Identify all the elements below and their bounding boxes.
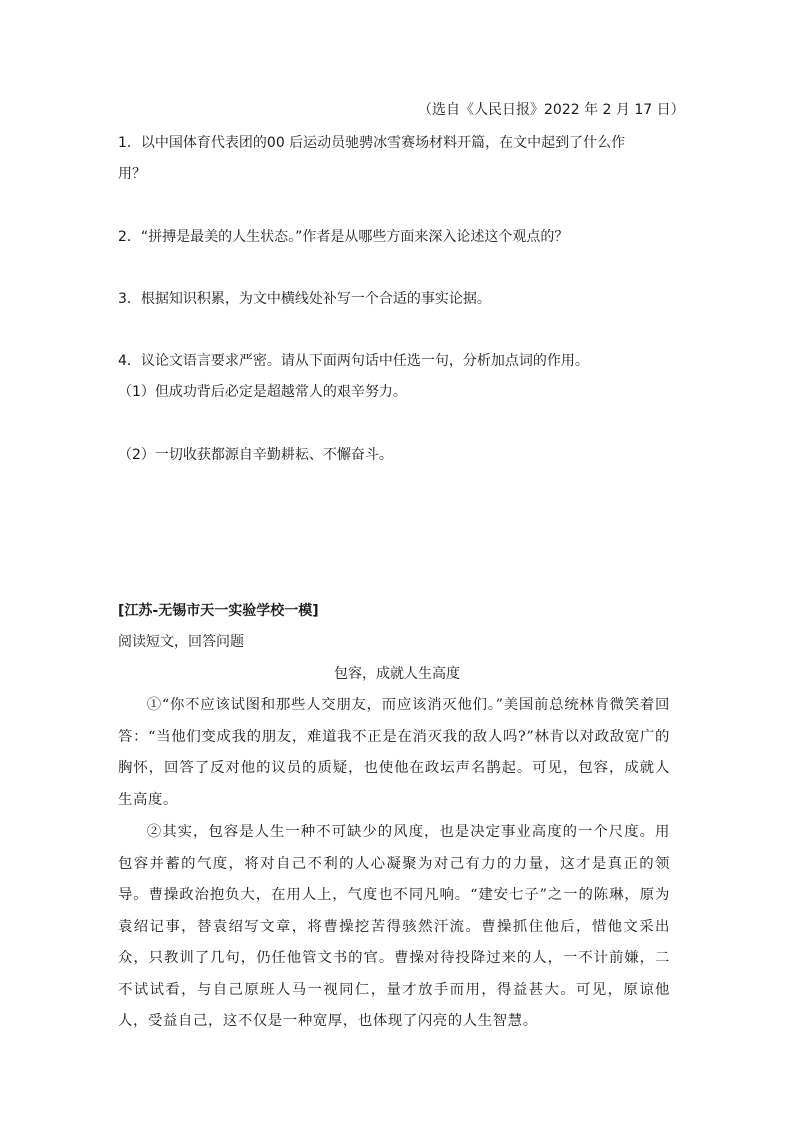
reading-instruction: 阅读短文，回答问题 [118, 634, 244, 650]
question-4: 4．议论文语言要求严密。请从下面两句话中任选一句，分析加点词的作用。 [118, 353, 589, 369]
article-title: 包容，成就人生高度 [334, 666, 460, 682]
question-4-sentence-2: （2）一切收获都源自辛勤耕耘、不懈奋斗。 [118, 447, 393, 463]
article-paragraph-2: ②其实，包容是人生一种不可缺少的风度，也是决定事业高度的一个尺度。用包容并蓄的气度，将对自己不利的人心凝聚为对己有力的力量，这才是真正的领导。曹操政治抱负大，在用人上，气度也不同凡响。“建安七子”之一的陈琳，原为袁绍记事，替袁绍写文章，将曹操挖苦得骇然汗流。曹操抓住他后，惜他文采出众，只教训了几句，仍任他管文书的官。曹操对待投降过来的人，一不计前嫌，二不试试看，与自己原班人马一视同仁，量才放手而用，得益甚大。可见，原谅他人，受益自己，这不仅是一种宽厚，也体现了闪亮的人生智慧。 [118, 824, 670, 1029]
section-heading: [江苏-无锡市天一实验学校一模] [118, 603, 319, 619]
article-paragraph-1: ①“你不应该试图和那些人交朋友，而应该消灭他们。”美国前总统林肯微笑着回答：“当他们变成我的朋友，难道我不正是在消灭我的敌人吗?”林肯以对政敌宽广的胸怀，回答了反对他的议员的质疑，也使他在政坛声名鹊起。可见，包容，成就人生高度。 [118, 697, 670, 808]
question-3: 3．根据知识积累，为文中横线处补写一个合适的事实论据。 [118, 291, 491, 307]
question-1-line-2: 用？ [118, 166, 146, 182]
source-citation: （选自《人民日报》2022 年 2 月 17 日） [418, 102, 685, 118]
question-2: 2．“拼搏是最美的人生状态。”作者是从哪些方面来深入论述这个观点的？ [118, 229, 569, 245]
question-1-line-1: 1．以中国体育代表团的00 后运动员驰骋冰雪赛场材料开篇，在文中起到了什么作 [118, 135, 626, 151]
question-4-sentence-1: （1）但成功背后必定是超越常人的艰辛努力。 [118, 384, 407, 400]
